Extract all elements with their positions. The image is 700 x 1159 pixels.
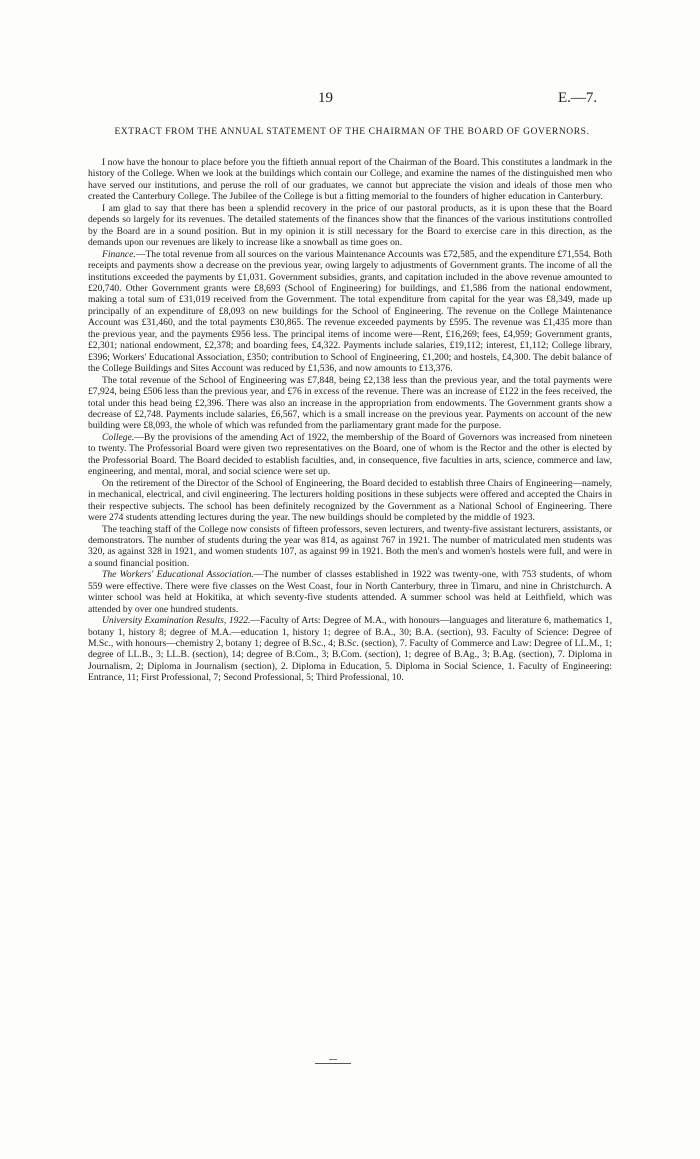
page-header	[0, 90, 700, 114]
paragraph: I now have the honour to place before you the fiftieth annual report of the Chairman of the Board. This constitutes a landmark in the history of the College. When we look at the buildings which contain our College, and examine the names of the distinguished men who have served our institutions, and peruse the roll of our graduates, we cannot but appreciate the vision and ideals of those men who created the Canterbury College. The Jubilee of the College is but a fitting memorial to the founders of higher education in Canterbury.	[88, 157, 612, 203]
paragraph: The teaching staff of the College now consists of fifteen professors, seven lecturers, and twenty-five assistant lecturers, assistants, or demonstrators. The number of students during the year was 814, as against 767 in 1921. The number of matriculated men students was 320, as against 328 in 1921, and women students 107, as against 99 in 1921. Both the men's and women's hostels were full, and were in a sound financial position.	[88, 523, 612, 569]
run-in-heading: Finance.	[102, 248, 136, 260]
body-text	[88, 157, 612, 684]
end-ornament	[329, 1059, 337, 1060]
section-title: EXTRACT FROM THE ANNUAL STATEMENT OF THE CHAIRMAN OF THE BOARD OF GOVERNORS.	[114, 127, 590, 137]
paragraph: I am glad to say that there has been a splendid recovery in the price of our pastoral products, as it is upon these that the Board depends so largely for its revenues. The detailed statements of the finances show that the finances of the various institutions controlled by the Board are in a sound position. But in my opinion it is still necessary for the Board to exercise care in this direction, as the demands upon our revenues are likely to increase like a snowball as time goes on.	[88, 202, 612, 249]
run-in-heading: College.	[102, 431, 135, 443]
paragraph-wea: The Workers' Educational Association.—The number of classes established in 1922 was twenty-one, with 753 students, of whom 559 were effective. There were five classes on the West Coast, four in North Canterbury, three in Timaru, and nine in Christchurch. A winter school was held at Hokitika, at which seventy-five students attended. A summer school was held at Leithfield, which was attended by over one hundred students.	[88, 569, 612, 615]
paragraph-finance: Finance.—The total revenue from all sources on the various Maintenance Accounts was £72,585, and the expenditure £71,554. Both receipts and payments show a decrease on the previous year, owing largely to adjustments of Government grants. The income of all the institutions exceeded the payments by £1,031. Government subsidies, grants, and capitation included in the above revenue amounted to £20,740. Other Government grants were £8,693 (School of Engineering) for buildings, and £1,586 from the national endowment, making a total sum of £31,019 received from the Government. The total expenditure from capital for the year was £8,349, made up principally of an expenditure of £8,093 on new buildings for the School of Engineering. The revenue on the College Maintenance Account was £31,460, and the total payments £30,865. The revenue exceeded payments by £595. The revenue was £1,435 more than the previous year, and the payments £956 less. The principal items of income were—Rent, £16,269; fees, £4,959; Government grants, £2,301; national endowment, £2,378; and boarding fees, £4,322. Payments include salaries, £19,112; interest, £1,112; College library, £396; Workers' Educational Association, £350; contribution to School of Engineering, £1,200; and hostels, £4,300. The debit balance of the College Buildings and Sites Account was reduced by £1,536, and now amounts to £13,376.	[88, 248, 612, 375]
paragraph: On the retirement of the Director of the School of Engineering, the Board decided to establish three Chairs of Engineering—namely, in mechanical, electrical, and civil engineering. The lecturers holding positions in these subjects were offered and accepted the Chairs in their respective subjects. The school has been definitely recognized by the Government as a National School of Engineering. There were 274 students attending lectures during the year. The new buildings should be completed by the middle of 1923.	[88, 477, 612, 524]
paragraph-college: College.—By the provisions of the amending Act of 1922, the membership of the Board of Governors was increased from nineteen to twenty. The Professorial Board were given two representatives on the Board, one of whom is the Rector and the other is elected by the Professorial Board. The Board decided to establish faculties, and, in consequence, five faculties in arts, science, commerce and law, engineering, and mental, moral, and social science were set up.	[88, 431, 612, 478]
end-rule	[315, 1063, 351, 1064]
page-number: 19	[318, 90, 333, 106]
paragraph-exam-results: University Examination Results, 1922.—Faculty of Arts: Degree of M.A., with honours—languages and literature 6, mathematics 1, botany 1, history 8; degree of M.A.—education 1, history 1; degree of B.A., 30; B.A. (section), 93. Faculty of Science: Degree of M.Sc., with honours—chemistry 2, botany 1; degree of B.Sc., 4; B.Sc. (section), 7. Faculty of Commerce and Law: Degree of LL.M., 1; degree of LL.B., 3; LL.B. (section), 14; degree of B.Com., 3; B.Com. (section), 1; degree of B.Ag., 3; B.Ag. (section), 7. Diploma in Journalism, 2; Diploma in Journalism (section), 2. Diploma in Education, 5. Diploma in Social Science, 1. Faculty of Engineering: Entrance, 11; First Professional, 7; Second Professional, 5; Third Professional, 10.	[88, 615, 612, 684]
run-in-heading: The Workers' Educational Association.	[102, 569, 254, 581]
run-in-heading: University Examination Results, 1922.	[102, 615, 251, 627]
paragraph: The total revenue of the School of Engineering was £7,848, being £2,138 less than the previous year, and the total payments were £7,924, being £506 less than the previous year, and £76 in excess of the revenue. There was an increase of £122 in the fees received, the total under this head being £2,396. There was also an increase in the appropriation from endowments. The Government grants show a decrease of £2,748. Payments include salaries, £6,567, which is a small increase on the previous year. Payments on account of the new building were £8,093, the whole of which was refunded from the parliamentary grant made for the purpose.	[88, 374, 612, 432]
document-reference: E.—7.	[558, 90, 598, 106]
